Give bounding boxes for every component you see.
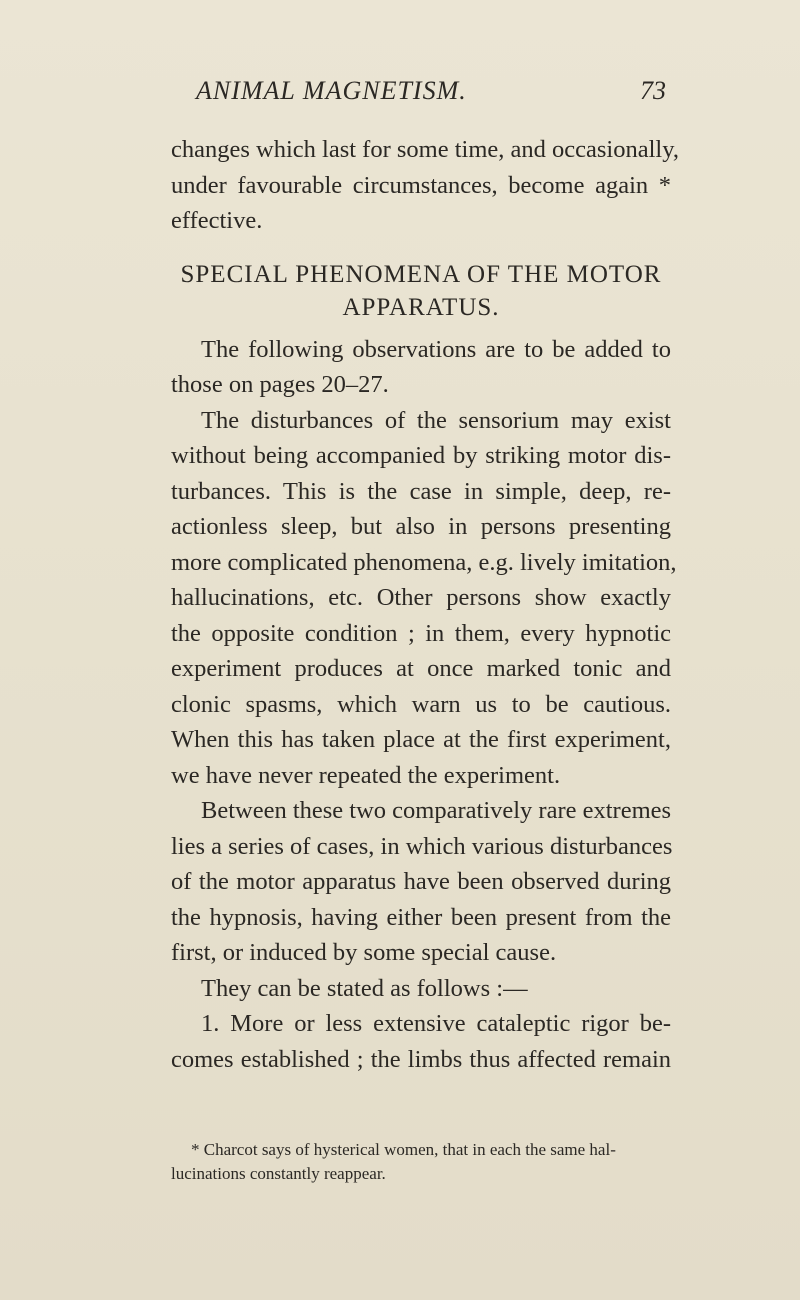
text-line: without being accompanied by striking motor dis- [171, 442, 671, 469]
text-line: The following observations are to be added to [201, 335, 671, 363]
section-heading [171, 258, 671, 324]
text-line: The disturbances of the sensorium may exist [201, 406, 671, 434]
text-line: more complicated phenomena, e.g. lively imitation, [171, 548, 677, 576]
footnote-line: lucinations constantly reappear. [171, 1164, 386, 1183]
text-line: actionless sleep, but also in persons presenting [171, 513, 671, 540]
running-title: ANIMAL MAGNETISM. [196, 76, 467, 105]
paragraph-1 [171, 132, 679, 239]
text-line: under favourable circumstances, become again * [171, 171, 671, 199]
page-header [196, 76, 666, 108]
text-line: comes established ; the limbs thus affected remain [171, 1045, 671, 1073]
paragraph-6 [171, 1006, 671, 1077]
paragraph-5 [171, 971, 671, 1007]
heading-line: APPARATUS. [342, 293, 500, 321]
page-number: 73 [640, 76, 666, 105]
footnote-line: * Charcot says of hysterical women, that in each the same hal- [191, 1140, 616, 1159]
text-line: hallucinations, etc. Other persons show exactly [171, 584, 671, 611]
heading-line: SPECIAL PHENOMENA OF THE MOTOR [180, 260, 662, 288]
text-line: Between these two comparatively rare extremes [201, 797, 672, 824]
text-line: lies a series of cases, in which various disturbances [171, 832, 673, 860]
text-line: 1. More or less extensive cataleptic rigor be- [201, 1010, 671, 1037]
text-line: those on pages 20–27. [171, 371, 389, 398]
text-line: experiment produces at once marked tonic and [171, 655, 671, 682]
text-line: effective. [171, 207, 263, 234]
text-line: the hypnosis, having either been present from the [171, 903, 671, 931]
text-line: we have never repeated the experiment. [171, 761, 561, 789]
text-line: When this has taken place at the first experiment, [171, 726, 671, 753]
text-line: of the motor apparatus have been observed during [171, 868, 671, 895]
text-line: turbances. This is the case in simple, deep, re- [171, 477, 671, 505]
paragraph-3 [171, 403, 677, 794]
text-line: changes which last for some time, and occasionally, [171, 136, 679, 163]
footnote [171, 1138, 671, 1186]
paragraph-4 [171, 793, 671, 971]
paragraph-2 [171, 332, 671, 403]
text-line: first, or induced by some special cause. [171, 939, 557, 966]
text-line: clonic spasms, which warn us to be cautious. [171, 690, 671, 718]
text-line: They can be stated as follows :— [201, 974, 528, 1002]
text-line: the opposite condition ; in them, every hypnotic [171, 619, 671, 647]
body-text [171, 132, 679, 1077]
